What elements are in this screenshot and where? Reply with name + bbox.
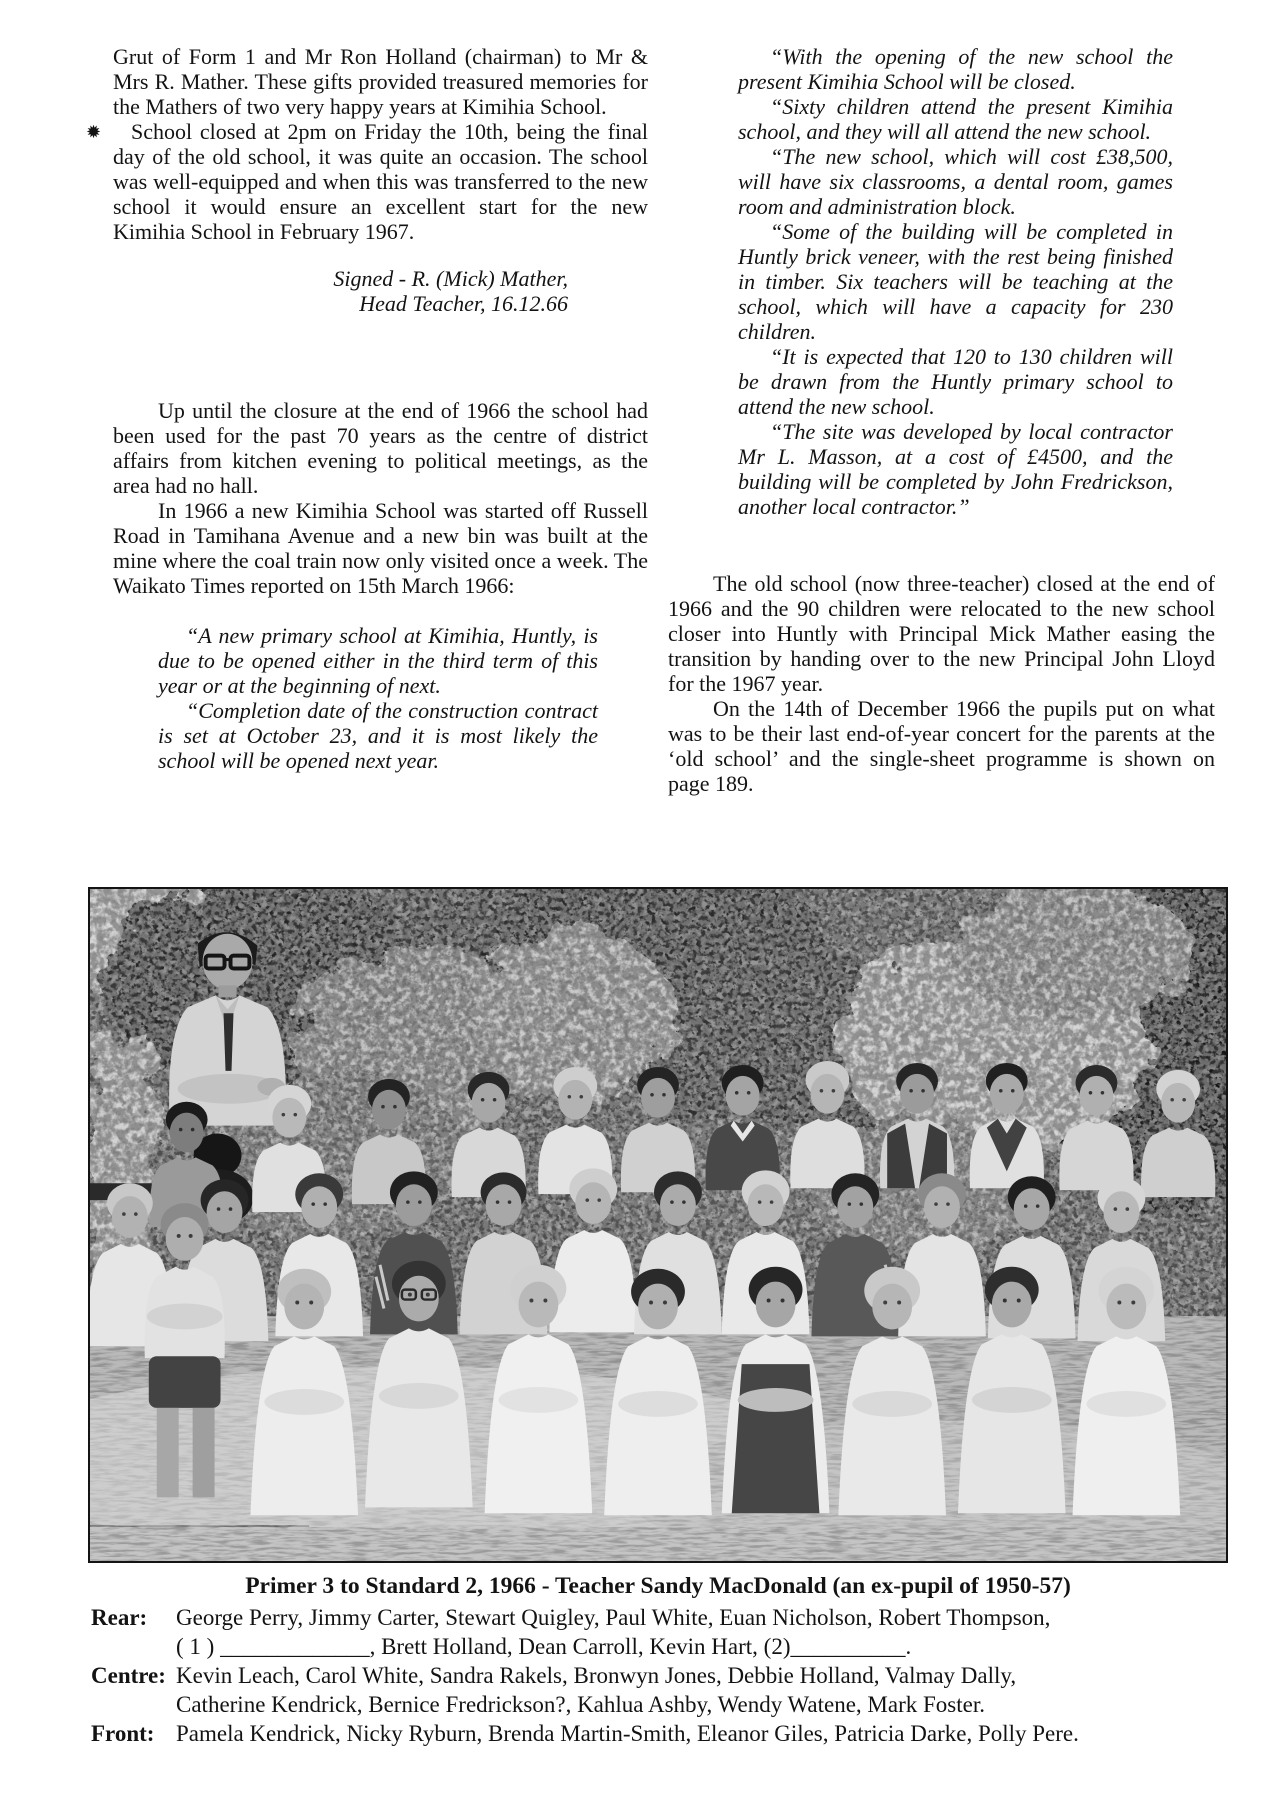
- caption-row-names: Catherine Kendrick, Bernice Fredrickson?, Kahlua Ashby, Wendy Watene, Mark Foster.: [176, 1692, 985, 1717]
- quote-paragraph: “It is expected that 120 to 130 children will be drawn from the Huntly primary school to attend the new school.: [738, 344, 1173, 419]
- signed-line: Head Teacher, 16.12.66: [359, 291, 568, 316]
- quote-paragraph: “A new primary school at Kimihia, Huntly, is due to be opened either in the third term of this year or at the beginning of next.: [158, 623, 598, 698]
- caption-title: Primer 3 to Standard 2, 1966 - Teacher Sandy MacDonald (an ex-pupil of 1950-57): [245, 1573, 1071, 1599]
- caption-row-label: Front:: [91, 1721, 155, 1746]
- caption-row-names: George Perry, Jimmy Carter, Stewart Quigley, Paul White, Euan Nicholson, Robert Thompson,: [176, 1605, 1051, 1630]
- photo-caption: [88, 1572, 1228, 1748]
- bulleted-paragraph: [86, 119, 648, 244]
- class-photo: [88, 887, 1228, 1563]
- caption-row-label: Rear:: [91, 1605, 148, 1630]
- paragraph: Up until the closure at the end of 1966 the school had been used for the past 70 years as the centre of district affairs from kitchen evening to political meetings, as the area had no hall.: [113, 398, 648, 498]
- paragraph-text: School closed at 2pm on Friday the 10th, being the final day of the old school, it was quite an occasion. The school was well-equipped and when this was transferred to the new school it would ensure an excellent start for the new Kimihia School in February 1967.: [113, 119, 648, 244]
- quote-paragraph: “Some of the building will be completed in Huntly brick veneer, with the rest being finished in timber. Six teachers will be teaching at the school, which will have a capacity for 230 children.: [738, 219, 1173, 344]
- newspaper-quote-block: [113, 623, 648, 773]
- caption-row-label: Centre:: [91, 1663, 166, 1688]
- quote-paragraph: “Completion date of the construction contract is set at October 23, and it is most likely the school will be opened next year.: [158, 698, 598, 773]
- paragraph: The old school (now three-teacher) closed at the end of 1966 and the 90 children were relocated to the new school closer into Huntly with Principal Mick Mather easing the transition by handing over to the new Principal John Lloyd for the 1967 year.: [668, 571, 1215, 696]
- quote-paragraph: “With the opening of the new school the present Kimihia School will be closed.: [738, 44, 1173, 94]
- caption-row-names: Pamela Kendrick, Nicky Ryburn, Brenda Martin-Smith, Eleanor Giles, Patricia Darke, Polly Pere.: [176, 1721, 1079, 1746]
- paragraph: In 1966 a new Kimihia School was started off Russell Road in Tamihana Avenue and a new bin was built at the mine where the coal train now only visited once a week. The Waikato Times reported on 15th March 1966:: [113, 498, 648, 598]
- signature-block: [113, 266, 648, 316]
- signed-line: Signed - R. (Mick) Mather,: [333, 266, 568, 291]
- paragraph: On the 14th of December 1966 the pupils put on what was to be their last end-of-year concert for the parents at the ‘old school’ and the single-sheet programme is shown on page 189.: [668, 696, 1215, 796]
- foreground-grass: [90, 1527, 1226, 1561]
- quote-paragraph: “The new school, which will cost £38,500, will have six classrooms, a dental room, games room and administration block.: [738, 144, 1173, 219]
- caption-row-names: Kevin Leach, Carol White, Sandra Rakels, Bronwyn Jones, Debbie Holland, Valmay Dally,: [176, 1663, 1017, 1688]
- caption-row-front: [88, 1719, 1228, 1748]
- left-column: [86, 44, 648, 773]
- paragraph: Grut of Form 1 and Mr Ron Holland (chairman) to Mr & Mrs R. Mather. These gifts provided treasured memories for the Mathers of two very happy years at Kimihia School.: [113, 44, 648, 119]
- quote-paragraph: “Sixty children attend the present Kimihia school, and they will all attend the new school.: [738, 94, 1173, 144]
- caption-row-names: ( 1 ) _____________, Brett Holland, Dean Carroll, Kevin Hart, (2)__________.: [176, 1634, 912, 1659]
- star-bullet-icon: ✹: [86, 122, 102, 142]
- right-column: [668, 44, 1215, 796]
- caption-row-centre: [88, 1661, 1228, 1719]
- class-photo-graphic: [90, 889, 1226, 1561]
- quote-paragraph: “The site was developed by local contractor Mr L. Masson, at a cost of £4500, and the building will be completed by John Fredrickson, another local contractor.”: [738, 419, 1173, 519]
- newspaper-quote-block: [668, 44, 1215, 519]
- caption-row-rear: [88, 1603, 1228, 1661]
